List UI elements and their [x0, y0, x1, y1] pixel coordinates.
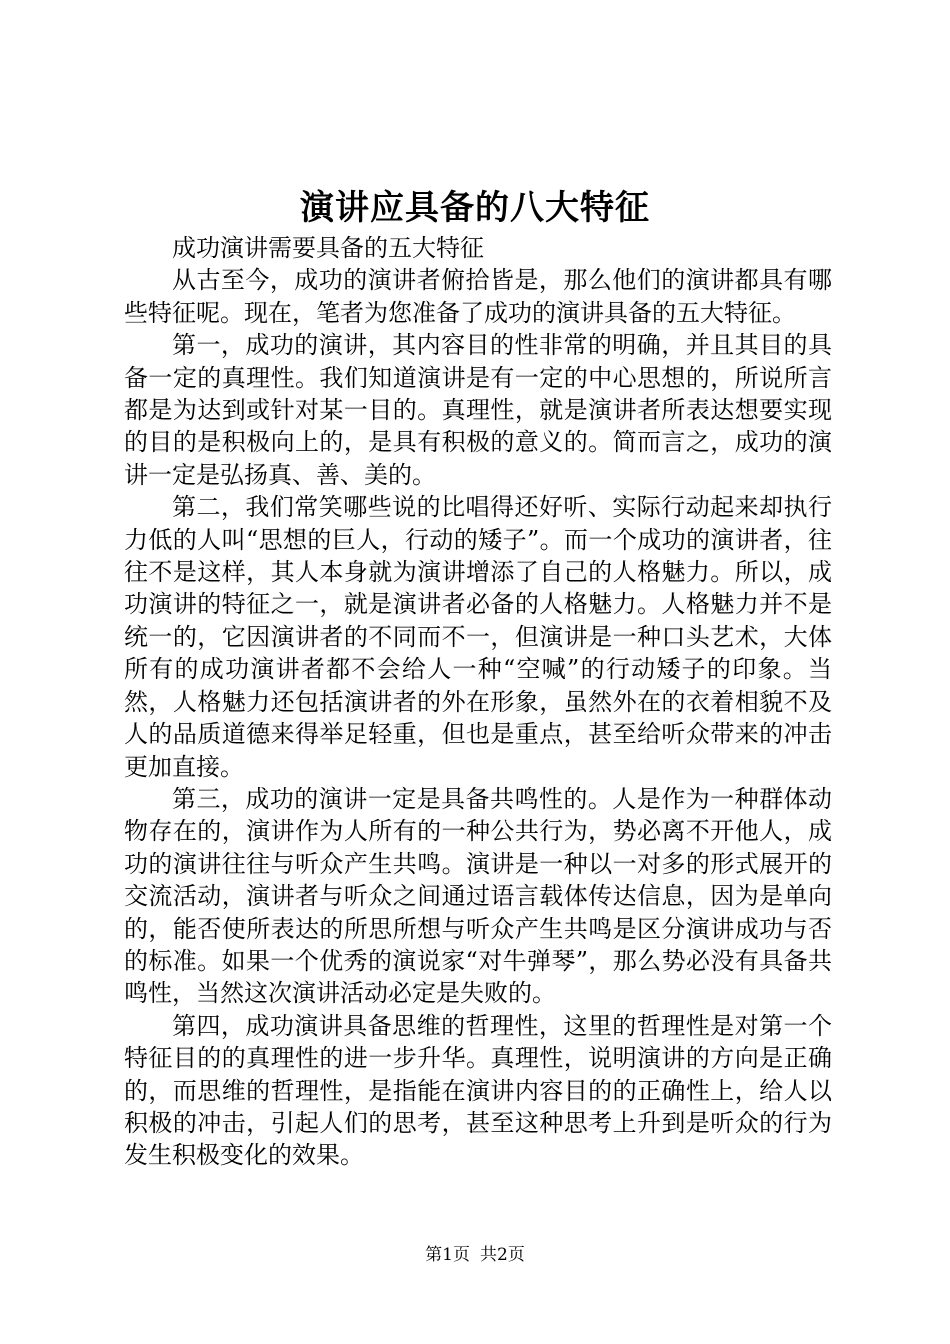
paragraph-intro: 从古至今，成功的演讲者俯拾皆是，那么他们的演讲都具有哪些特征呢。现在，笔者为您准备了成功的演讲具备的五大特征。	[124, 266, 832, 327]
paragraph-fourth-feature: 第四，成功演讲具备思维的哲理性，这里的哲理性是对第一个特征目的的真理性的进一步升华。真理性，说明演讲的方向是正确的，而思维的哲理性，是指能在演讲内容目的的正确性上，给人以积极的冲击，引起人们的思考，甚至这种思考上升到是听众的行为发生积极变化的效果。	[124, 1011, 832, 1170]
page-number: 第1页	[425, 1245, 470, 1265]
document-title: 演讲应具备的八大特征	[300, 188, 650, 228]
paragraph-subtitle: 成功演讲需要具备的五大特征	[172, 234, 484, 262]
paragraph-third-feature: 第三，成功的演讲一定是具备共鸣性的。人是作为一种群体动物存在的，演讲作为人所有的一种公共行为，势必离不开他人，成功的演讲往往与听众产生共鸣。演讲是一种以一对多的形式展开的交流活动，演讲者与听众之间通过语言载体传达信息，因为是单向的，能否使所表达的所思所想与听众产生共鸣是区分演讲成功与否的标准。如果一个优秀的演说家“对牛弹琴”，那么势必没有具备共鸣性，当然这次演讲活动必定是失败的。	[124, 784, 832, 1008]
paragraph-second-feature: 第二，我们常笑哪些说的比唱得还好听、实际行动起来却执行力低的人叫“思想的巨人，行动的矮子”。而一个成功的演讲者，往往不是这样，其人本身就为演讲增添了自己的人格魅力。所以，成功演讲的特征之一，就是演讲者必备的人格魅力。人格魅力并不是统一的，它因演讲者的不同而不一，但演讲是一种口头艺术，大体所有的成功演讲者都不会给人一种“空喊”的行动矮子的印象。当然，人格魅力还包括演讲者的外在形象，虽然外在的衣着相貌不及人的品质道德来得举足轻重，但也是重点，甚至给听众带来的冲击更加直接。	[124, 493, 832, 781]
page-total: 共2页	[480, 1245, 525, 1265]
paragraph-first-feature: 第一，成功的演讲，其内容目的性非常的明确，并且其目的具备一定的真理性。我们知道演讲是有一定的中心思想的，所说所言都是为达到或针对某一目的。真理性，就是演讲者所表达想要实现的目的是积极向上的，是具有积极的意义的。简而言之，成功的演讲一定是弘扬真、善、美的。	[124, 331, 832, 489]
page-footer	[0, 1244, 950, 1266]
document-body	[124, 232, 832, 1172]
